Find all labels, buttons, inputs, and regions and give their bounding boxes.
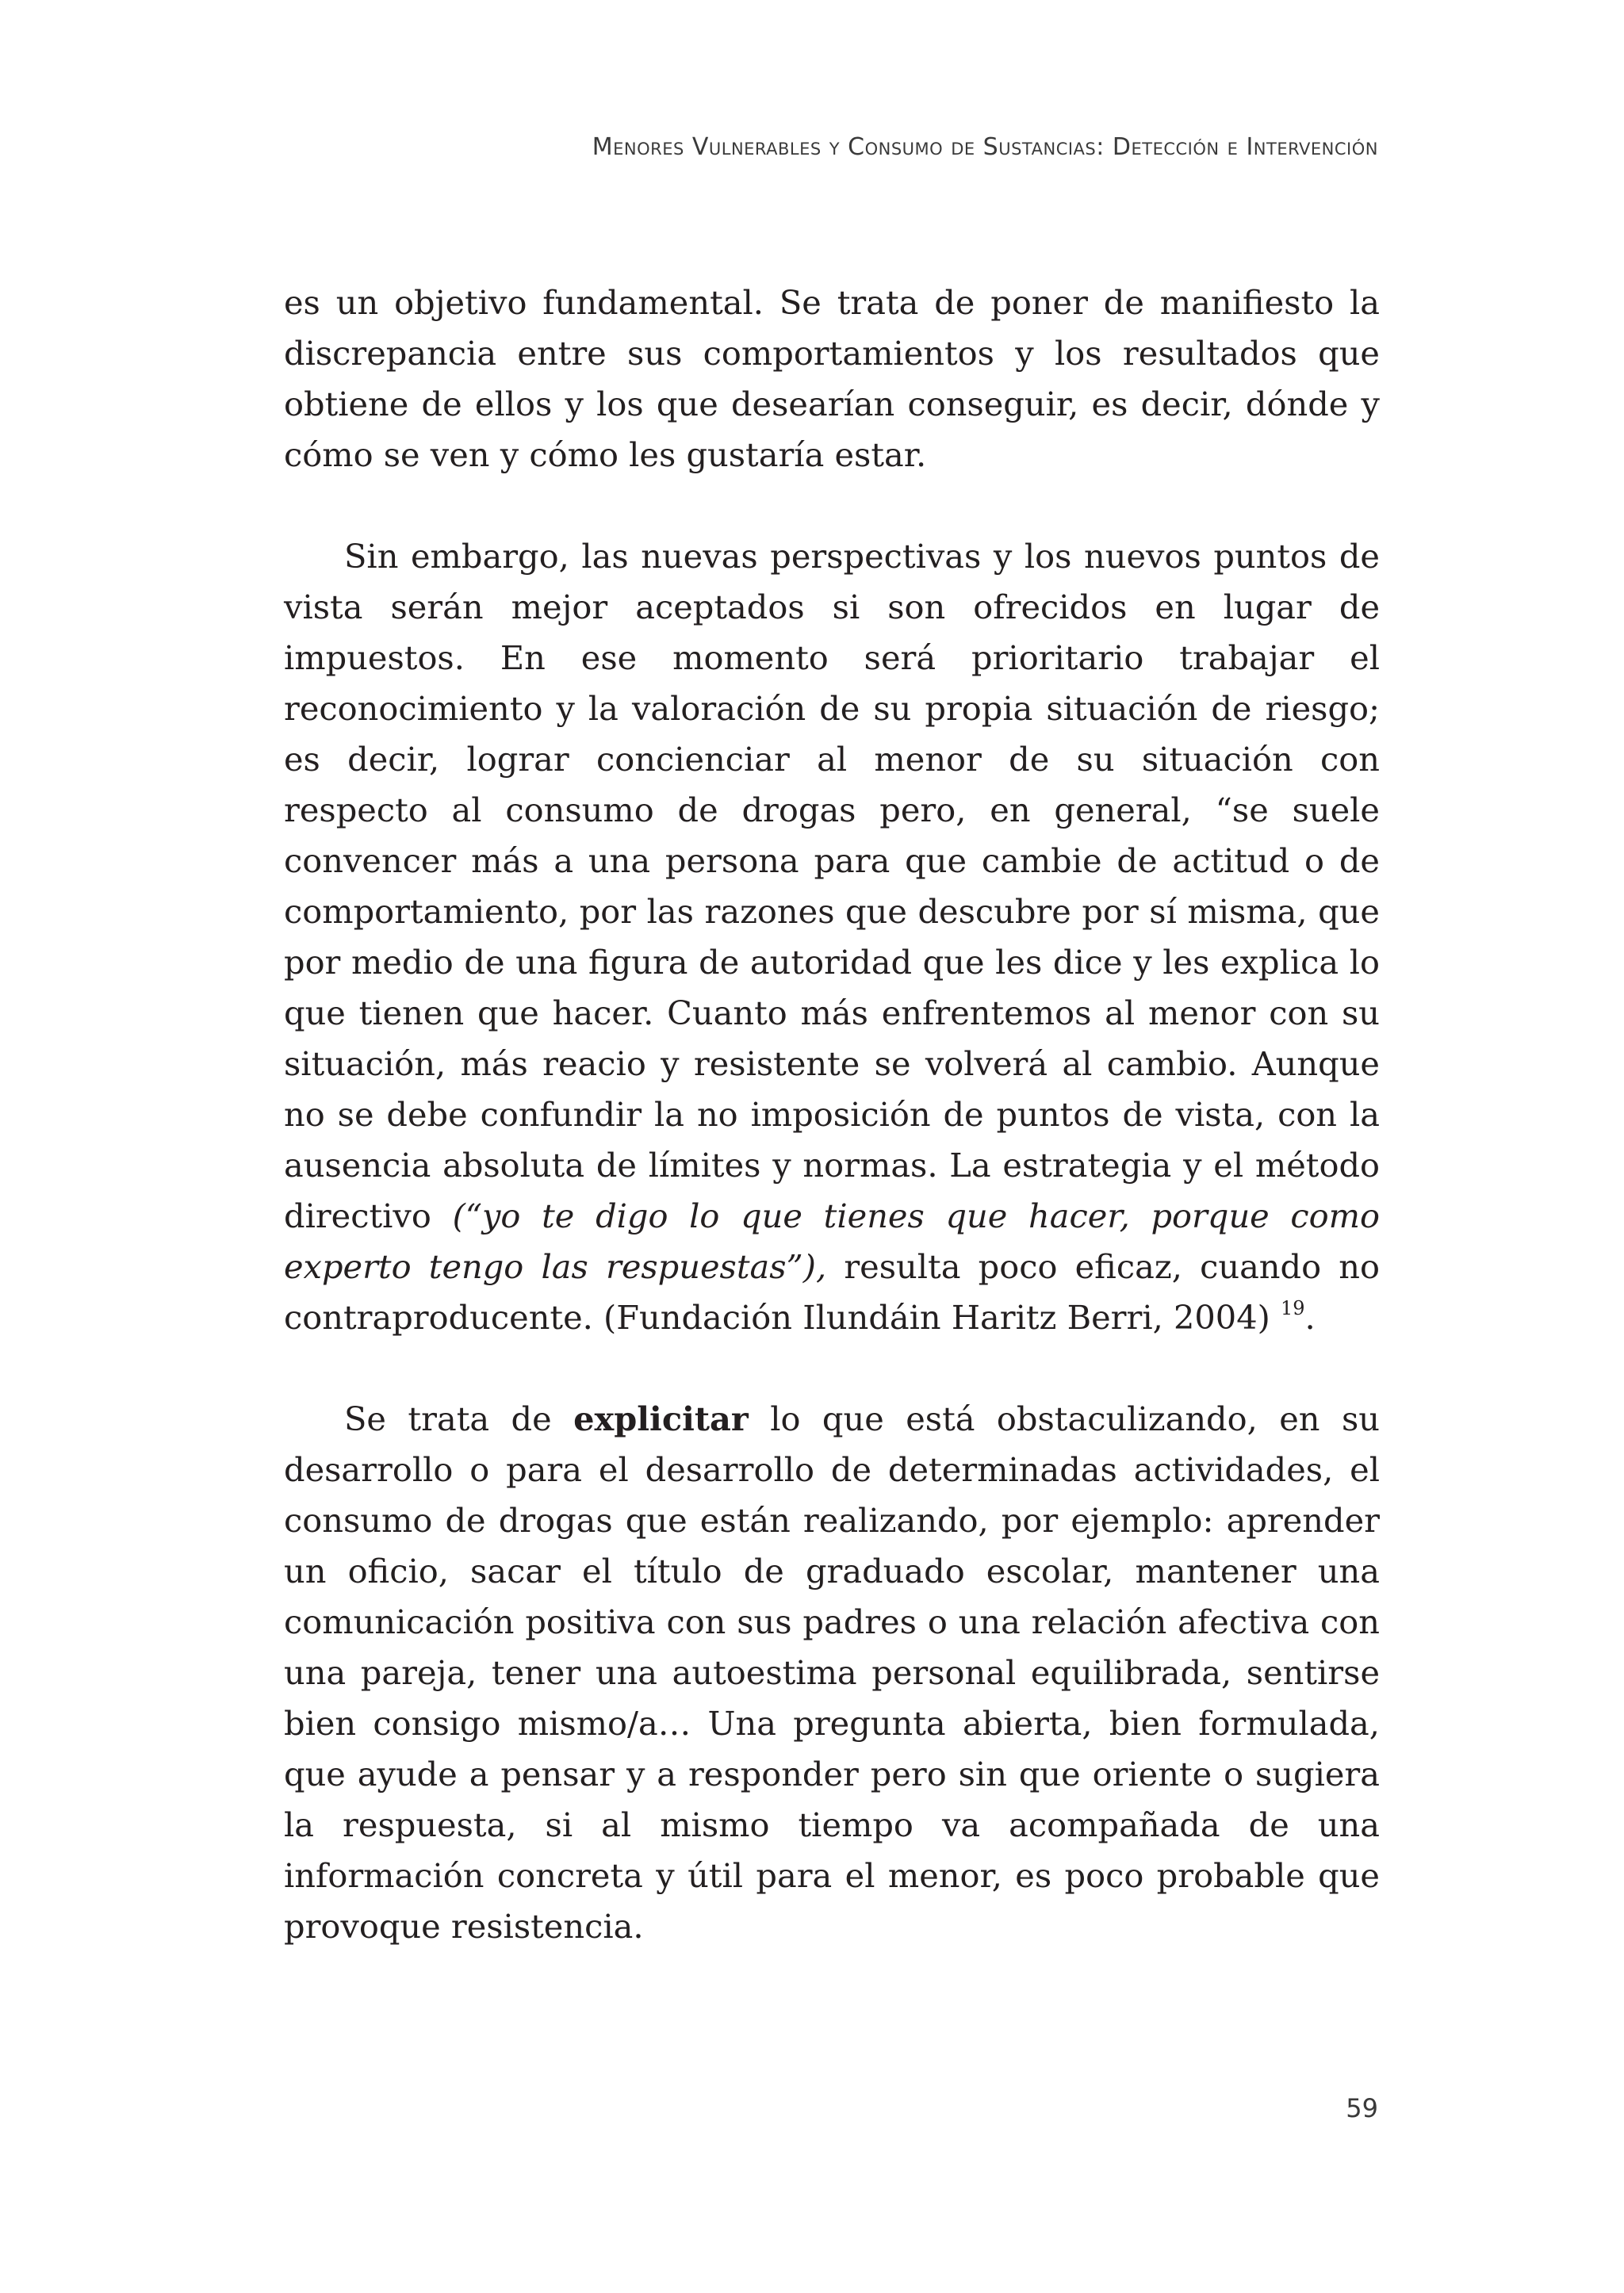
paragraph-3-text-b: lo que está obstaculizando, en su desarrollo o para el desarrollo de determinadas actividades, el consumo de drogas que están realizando, por ejemplo: aprender un oficio, sacar el título de graduado escolar, mantener una comunicación positiva con sus padres o una relación afectiva con una pareja, tener una autoestima personal equilibrada, sentirse bien consigo mismo/a… Una pregunta abierta, bien formulada, que ayude a pensar y a responder pero sin que oriente o sugiera la respuesta, si al mismo tiempo va acompañada de una información concreta y útil para el menor, es poco probable que provoque resistencia. — [284, 1399, 1380, 1946]
paragraph-3-text-a: Se trata de — [344, 1399, 574, 1438]
paragraph-3 — [284, 1394, 1380, 1952]
paragraph-2-text-b: resulta poco eficaz, cuando no contraproducente. (Fundación Ilundáin Haritz Berri, 2004) — [284, 1247, 1380, 1337]
page-number: 59 — [1346, 2093, 1378, 2123]
paragraph-2 — [284, 531, 1380, 1343]
running-header: Menores Vulnerables y Consumo de Sustancias: Detección e Intervención — [592, 133, 1378, 161]
paragraph-2-text-c: . — [1304, 1298, 1316, 1337]
paragraph-2-italic-quote: (“yo te digo lo que tienes que hacer, porque como experto tengo las respuestas”), — [284, 1196, 1380, 1286]
paragraph-3-bold-term: explicitar — [573, 1399, 749, 1438]
body-text — [284, 278, 1380, 2003]
paragraph-2-text-a: Sin embargo, las nuevas perspectivas y los nuevos puntos de vista serán mejor aceptados si son ofrecidos en lugar de impuestos. En ese momento será prioritario trabajar el reconocimiento y la valoración de su propia situación de riesgo; es decir, lograr concienciar al menor de su situación con respecto al consumo de drogas pero, en general, “se suele convencer más a una persona para que cambie de actitud o de comportamiento, por las razones que descubre por sí misma, que por medio de una figura de autoridad que les dice y les explica lo que tienen que hacer. Cuanto más enfrentemos al menor con su situación, más reacio y resistente se volverá al cambio. Aunque no se debe confundir la no imposición de puntos de vista, con la ausencia absoluta de límites y normas. La estrategia y el método directivo — [284, 537, 1380, 1235]
footnote-reference: 19 — [1281, 1297, 1305, 1319]
paragraph-1-text: es un objetivo fundamental. Se trata de poner de manifiesto la discrepancia entre sus comportamientos y los resultados que obtiene de ellos y los que desearían conseguir, es decir, dónde y cómo se ven y cómo les gustaría estar. — [284, 283, 1380, 474]
paragraph-1 — [284, 278, 1380, 480]
